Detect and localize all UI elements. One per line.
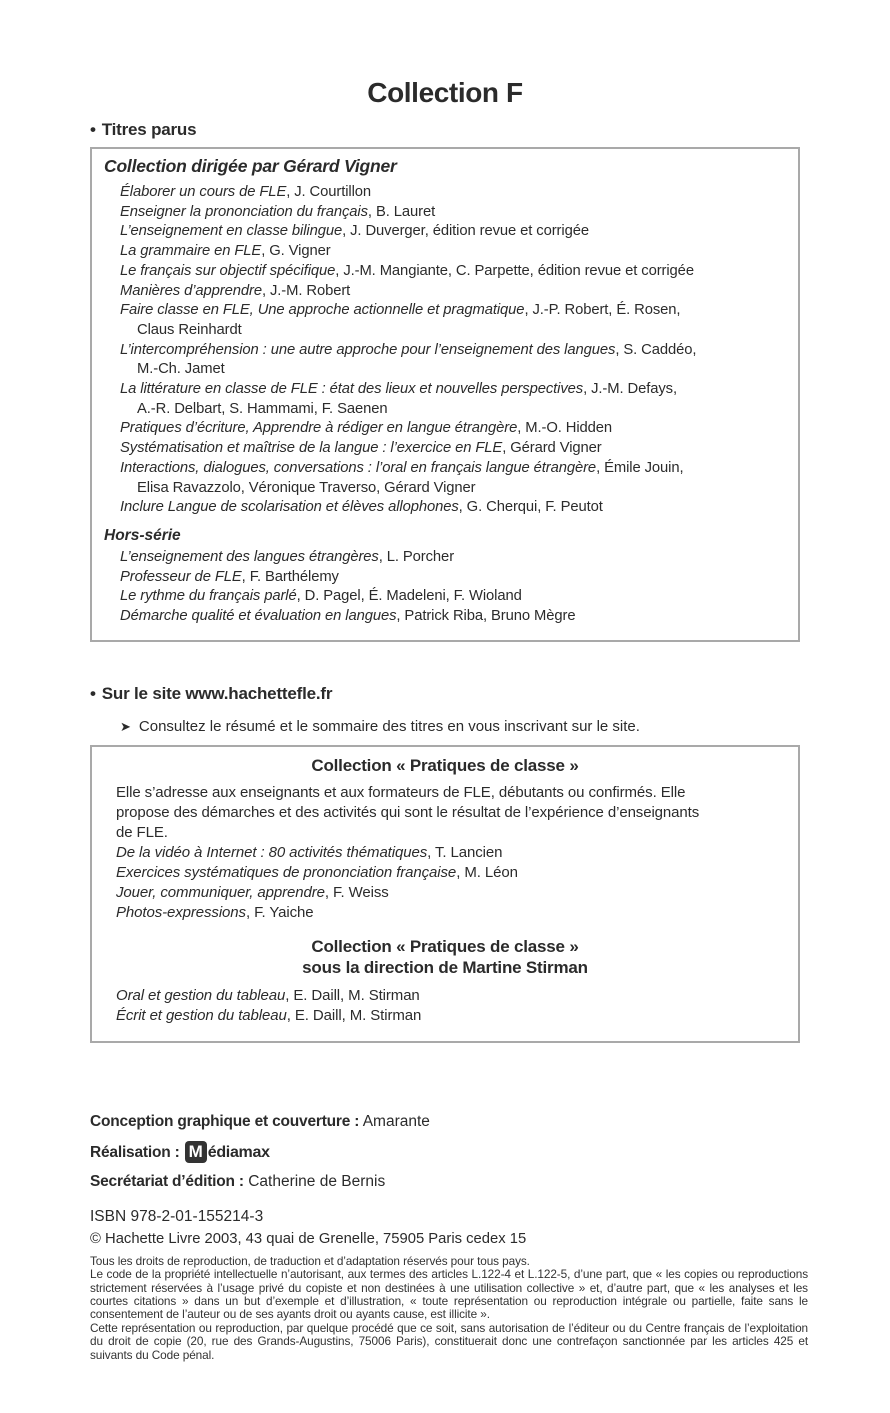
book-title: Faire classe en FLE, Une approche actionnelle et pragmatique [120, 302, 525, 319]
copyright-line: © Hachette Livre 2003, 43 quai de Grenelle, 75905 Paris cedex 15 [90, 1230, 527, 1247]
book-authors: , D. Pagel, É. Madeleni, F. Wioland [296, 588, 522, 605]
book-title: Professeur de FLE [120, 568, 242, 585]
book-entry [120, 419, 786, 439]
book-list-main [120, 183, 786, 518]
book-title: Écrit et gestion du tableau [116, 1006, 287, 1024]
book-authors: , F. Weiss [324, 883, 389, 901]
book-title: Enseigner la prononciation du français [120, 203, 368, 220]
book-authors: , J. Courtillon [286, 184, 372, 200]
site-section [90, 684, 800, 735]
credit-label: Secrétariat d’édition : [90, 1172, 244, 1190]
book-entry [116, 883, 774, 903]
book-entry [120, 498, 786, 518]
book-title: La littérature en classe de FLE : état des lieux et nouvelles perspectives [120, 381, 584, 398]
book-entry [120, 262, 786, 282]
description-line: propose des démarches et des activités qui sont le résultat de l’expérience d’enseignants [116, 803, 700, 821]
credit-label: Conception graphique et couverture : [90, 1112, 360, 1130]
mediamax-logo-icon: M [185, 1141, 207, 1163]
book-entry [116, 903, 774, 923]
titres-parus-heading [90, 120, 800, 140]
book-title: Interactions, dialogues, conversations : l’oral en français langue étrangère [120, 459, 597, 476]
book-title: Jouer, communiquer, apprendre [116, 883, 325, 901]
book-entry [120, 459, 786, 498]
mediamax-logo-text: édiamax [207, 1143, 270, 1161]
book-entry [120, 607, 786, 627]
site-note [120, 718, 800, 735]
credit-label: Réalisation : [90, 1143, 180, 1161]
book-authors: , F. Barthélemy [241, 568, 339, 585]
credit-conception [90, 1113, 800, 1131]
site-note-text: Consultez le résumé et le sommaire des titres en vous inscrivant sur le site. [138, 717, 640, 735]
book-entry [120, 222, 786, 242]
book-title: Pratiques d’écriture, Apprendre à rédiger en langue étrangère [120, 420, 518, 437]
credits-section [90, 1113, 800, 1191]
bullet-icon: • [90, 120, 96, 139]
book-authors-continued: A.-R. Delbart, S. Hammami, F. Saenen [137, 400, 388, 417]
sub-heading-line: sous la direction de Martine Stirman [302, 957, 588, 977]
book-entry [120, 203, 786, 223]
book-title: Élaborer un cours de FLE [120, 184, 287, 200]
page-title: Collection F [367, 77, 523, 108]
book-list-hors-serie [120, 548, 786, 627]
book-title: Manières d’apprendre [120, 282, 262, 299]
book-authors: , Patrick Riba, Bruno Mègre [396, 608, 576, 625]
book-entry [120, 282, 786, 302]
bullet-icon: • [90, 683, 96, 703]
pratiques-heading: Collection « Pratiques de classe » [311, 755, 579, 775]
book-title: De la vidéo à Internet : 80 activités thématiques [116, 843, 428, 861]
book-authors: , J.-M. Defays, [583, 381, 677, 398]
book-authors: , M.-O. Hidden [517, 420, 613, 437]
book-title: L’enseignement en classe bilingue [120, 223, 343, 240]
arrow-right-icon: ➤ [120, 718, 131, 734]
legal-paragraph: Le code de la propriété intellectuelle n’autorisant, aux termes des articles L.122-4 et L.122-5, d’une part, que « les copies ou reproductions strictement réservées à l’usage privé du copiste et non destinées à une utilisation collective » et, d’autre part, que « les analyses et les courtes citations » dans un but d’exemple et d’illustration, « toute représentation ou reproduction intégrale ou partielle, faite sans le consentement de l’auteur ou de ses ayants droit ou ayants cause, est illicite ». [90, 1267, 808, 1322]
credit-value: Catherine de Bernis [248, 1172, 386, 1190]
book-title: Démarche qualité et évaluation en langues [120, 608, 397, 625]
book-entry [116, 1006, 774, 1026]
book-authors: , L. Porcher [378, 548, 455, 565]
book-authors: , S. Caddéo, [615, 341, 697, 358]
book-entry [116, 843, 774, 863]
book-authors: , G. Cherqui, F. Peutot [458, 499, 603, 516]
book-entry [120, 183, 786, 203]
book-entry [120, 341, 786, 380]
pratiques-book-list-2 [116, 986, 774, 1026]
titres-parus-heading-label: Titres parus [101, 120, 197, 139]
legal-line: Tous les droits de reproduction, de traduction et d’adaptation réservés pour tous pays. [90, 1253, 530, 1268]
legal-notice [90, 1255, 808, 1362]
legal-paragraph: Cette représentation ou reproduction, par quelque procédé que ce soit, sans autorisation de l’éditeur ou du Centre français de l’exploitation du droit de copie (20, rue des Grands-Augustins, 75006 Paris), constituerait donc une contrefaçon sanctionnée par les articles 425 et suivants du Code pénal. [90, 1320, 808, 1362]
pratiques-description [116, 783, 774, 843]
pratiques-book-list [116, 843, 774, 923]
description-line: Elle s’adresse aux enseignants et aux formateurs de FLE, débutants ou confirmés. Elle [116, 783, 686, 801]
book-title: Le rythme du français parlé [120, 588, 297, 605]
collection-box [90, 147, 800, 642]
book-authors: , B. Lauret [367, 203, 436, 220]
site-heading-label: Sur le site www.hachettefle.fr [101, 683, 333, 703]
book-title: La grammaire en FLE [120, 243, 262, 260]
book-title: Le français sur objectif spécifique [120, 262, 336, 279]
book-entry [120, 380, 786, 419]
book-title: Oral et gestion du tableau [116, 986, 286, 1004]
book-entry [120, 587, 786, 607]
book-authors: , F. Yaiche [245, 903, 314, 921]
book-entry [120, 242, 786, 262]
book-authors: , M. Léon [456, 863, 518, 881]
book-title: Photos-expressions [116, 903, 246, 921]
book-authors: , T. Lancien [427, 843, 503, 861]
book-entry [116, 986, 774, 1006]
book-title: Exercices systématiques de prononciation française [116, 863, 457, 881]
book-entry [120, 548, 786, 568]
series-heading: Collection dirigée par Gérard Vigner [104, 156, 397, 176]
site-heading [90, 684, 800, 704]
book-entry [120, 439, 786, 459]
book-entry [120, 301, 786, 340]
isbn-line: ISBN 978-2-01-155214-3 [90, 1207, 264, 1225]
book-authors: , Gérard Vigner [502, 440, 602, 457]
book-authors: , J. Duverger, édition revue et corrigée [342, 223, 589, 240]
book-authors: , G. Vigner [261, 243, 331, 260]
sub-heading-line: Collection « Pratiques de classe » [311, 936, 579, 956]
pratiques-box [90, 745, 800, 1043]
book-entry [120, 568, 786, 588]
credit-value: Amarante [362, 1112, 430, 1130]
pratiques-sub-heading [116, 936, 774, 978]
book-authors: , Émile Jouin, [596, 459, 684, 476]
book-authors: , J.-P. Robert, É. Rosen, [524, 302, 681, 319]
book-authors: , E. Daill, M. Stirman [286, 1006, 422, 1024]
credit-realisation [90, 1141, 800, 1163]
book-title: L’intercompréhension : une autre approche pour l’enseignement des langues [120, 341, 616, 358]
credit-secretariat [90, 1173, 800, 1191]
hors-serie-heading: Hors-série [104, 526, 181, 544]
book-authors-continued: Elisa Ravazzolo, Véronique Traverso, Gérard Vigner [137, 479, 476, 496]
book-title: Systématisation et maîtrise de la langue : l’exercice en FLE [120, 440, 503, 457]
description-line: de FLE. [116, 823, 168, 841]
book-authors-continued: M.-Ch. Jamet [137, 361, 225, 378]
book-entry [116, 863, 774, 883]
book-title: L’enseignement des langues étrangères [120, 548, 379, 565]
book-authors: , E. Daill, M. Stirman [285, 986, 420, 1004]
book-title: Inclure Langue de scolarisation et élèves allophones [120, 499, 459, 516]
book-authors: , J.-M. Robert [261, 282, 351, 299]
book-authors: , J.-M. Mangiante, C. Parpette, édition revue et corrigée [335, 262, 694, 279]
book-authors-continued: Claus Reinhardt [137, 321, 242, 338]
